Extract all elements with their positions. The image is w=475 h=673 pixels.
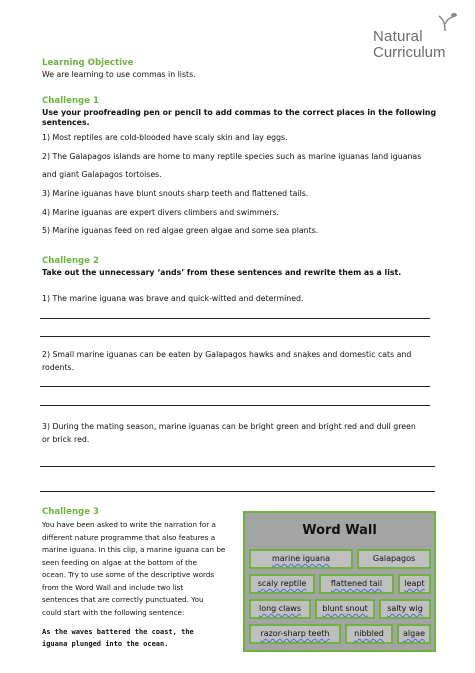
challenge3-text-line: You have been asked to write the narration for a	[42, 520, 216, 529]
word-tile-label: marine iguana	[272, 554, 330, 563]
word-tile	[319, 574, 394, 594]
answer-line[interactable]	[40, 386, 430, 387]
challenge3-text-line: different nature programme that also features a	[42, 532, 216, 542]
answer-line[interactable]	[40, 466, 435, 467]
objective-heading: Learning Objective	[42, 58, 134, 68]
word-tile-label: long claws	[258, 604, 302, 613]
word-tile	[249, 549, 353, 569]
challenge2-question1: 1) The marine iguana was brave and quick-witted and determined.	[42, 294, 304, 303]
challenge3-heading: Challenge 3	[42, 507, 100, 517]
challenge2-question2-line2: rodents.	[42, 363, 75, 372]
challenge3-text-line: sentences that are correctly punctuated. You	[42, 595, 204, 604]
challenge2-heading: Challenge 2	[42, 256, 100, 266]
word-tile	[345, 624, 393, 644]
challenge3-text-line: could start with the following sentence:	[42, 607, 185, 617]
word-tile-label: nibbled	[354, 629, 384, 638]
challenge3-text	[42, 519, 225, 619]
challenge3-start-sentence-line2: iguana plunged into the ocean.	[42, 640, 169, 648]
challenge2-question2-line1: 2) Small marine iguanas can be eaten by Galapagos hawks and snakes and domestic cats and	[42, 350, 412, 359]
word-tile-label: scaly reptile	[257, 579, 307, 588]
objective-text: We are learning to use commas in lists.	[42, 70, 196, 79]
challenge3-text-line: seen feeding on algae at the bottom of the	[42, 557, 197, 567]
answer-line[interactable]	[40, 491, 435, 492]
challenge3-text-line: ocean. Try to use some of the descriptive words	[42, 570, 215, 579]
word-tile	[397, 624, 431, 644]
word-tile-label: flattened tail	[330, 579, 383, 588]
word-tile	[249, 574, 315, 594]
word-tile	[249, 599, 311, 619]
challenge1-item: 5) Marine iguanas feed on red algae green algae and some sea plants.	[42, 226, 319, 235]
challenge1-heading: Challenge 1	[42, 96, 100, 106]
word-tile	[379, 599, 431, 619]
answer-line[interactable]	[40, 336, 430, 337]
challenge3-text-line: marine iguana. In this clip, a marine iguana can be	[42, 545, 226, 554]
challenge3-start-sentence-line1: As the waves battered the coast, the	[42, 628, 194, 636]
challenge1-item: 4) Marine iguanas are expert divers climbers and swimmers.	[42, 208, 279, 217]
challenge2-question3-line1: 3) During the mating season, marine iguanas can be bright green and bright red and dull green	[42, 422, 416, 431]
word-tile	[398, 574, 431, 594]
logo-line2: Curriculum	[373, 44, 446, 61]
challenge1-instruction-line1: Use your proofreading pen or pencil to add commas to the correct places in the following	[42, 108, 437, 117]
challenge3-text-line: from the Word Wall and include two list	[42, 582, 184, 592]
word-tile-label: salty wig	[387, 604, 423, 613]
word-tile	[249, 624, 341, 644]
word-tile-label: leapt	[404, 579, 425, 588]
challenge2-question3-line2: or brick red.	[42, 435, 90, 444]
logo-line1: Natural	[373, 28, 423, 45]
sprout-icon	[435, 10, 459, 32]
challenge1-item: and giant Galapagos tortoises.	[42, 170, 162, 179]
word-tile-label: blunt snout	[322, 604, 368, 613]
natural-curriculum-logo	[373, 10, 463, 70]
word-tile-label: Galapagos	[372, 554, 416, 563]
answer-line[interactable]	[40, 405, 430, 406]
word-wall	[243, 511, 436, 652]
word-tile-label: razor-sharp teeth	[260, 629, 330, 638]
word-tile-label: algae	[402, 629, 426, 638]
challenge1-item: 1) Most reptiles are cold-blooded have scaly skin and lay eggs.	[42, 133, 288, 142]
word-tile	[357, 549, 431, 569]
word-wall-title: Word Wall	[302, 523, 377, 538]
answer-line[interactable]	[40, 318, 430, 319]
challenge2-instruction: Take out the unnecessary ‘ands’ from these sentences and rewrite them as a list.	[42, 268, 402, 277]
challenge1-instruction-line2: sentences.	[42, 118, 90, 127]
word-tile	[315, 599, 375, 619]
challenge1-item: 3) Marine iguanas have blunt snouts sharp teeth and flattened tails.	[42, 189, 309, 198]
challenge1-item: 2) The Galapagos islands are home to many reptile species such as marine iguanas land iguanas	[42, 152, 422, 161]
